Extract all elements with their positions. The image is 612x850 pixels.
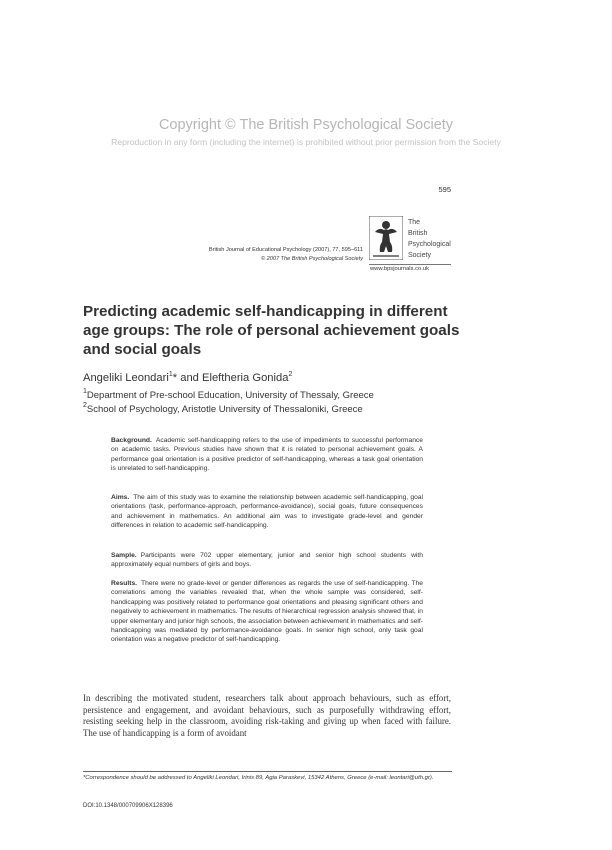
author-joiner: and [177, 372, 202, 384]
society-name-line: British [408, 230, 428, 237]
abstract-background [111, 436, 423, 474]
society-name [408, 217, 451, 261]
affiliation-marker: 1 [83, 388, 87, 395]
author-line [83, 372, 292, 384]
abstract-results [111, 579, 423, 645]
author-name: Eleftheria Gonida [202, 372, 289, 384]
journal-citation: British Journal of Educational Psychology (2007), 77, 595–611 [208, 247, 363, 253]
abstract-heading: Sample. [111, 552, 137, 559]
journal-citation-block [209, 246, 363, 264]
abstract-sample [111, 551, 423, 570]
doi: DOI:10.1348/000709906X128396 [83, 803, 173, 809]
abstract-text: Academic self-handicapping refers to the use of impediments to successful performance on academic tasks. Previous studies have shown that it is related to personal achievement goals. A performance goal orientation is a positive predictor of self-handicapping, whereas a task goal orientation is unrelated to self-handicapping. [111, 437, 423, 473]
correspondence-asterisk: * [172, 372, 178, 384]
psyche-figure-logo-icon [369, 216, 403, 260]
journal-copyright: © 2007 The British Psychological Society [260, 256, 363, 262]
abstract-heading: Background. [111, 437, 152, 444]
affiliation-marker: 2 [83, 402, 87, 409]
affiliation-text: School of Psychology, Aristotle University of Thessaloniki, Greece [86, 404, 363, 415]
watermark-reproduction-notice: Reproduction in any form (including the internet) is prohibited without prior permission from the Society [111, 137, 501, 147]
abstract-aims [111, 493, 423, 531]
affiliation-marker: 2 [288, 371, 293, 378]
page-number: 595 [438, 185, 451, 194]
affiliation [83, 404, 363, 415]
abstract-heading: Results. [111, 580, 138, 587]
affiliation-marker: 1 [168, 371, 173, 378]
abstract-heading: Aims. [111, 494, 130, 501]
society-divider [369, 264, 451, 265]
affiliation [83, 390, 374, 401]
abstract-text: The aim of this study was to examine the relationship between academic self-handicapping, goal orientations (task, performance-approach, performance-avoidance), social goals, future consequences and achievement in mathematics. An additional aim was to investigate grade-level and gender differences in relation to academic self-handicapping. [111, 494, 423, 530]
footnote-divider [83, 771, 452, 772]
body-paragraph: In describing the motivated student, researchers talk about approach behaviours, such as effort, persistence and engagement, and avoidant behaviours, such as purposefully withdrawing effort, resisting seeking help in the classroom, avoiding risk-taking and giving up when faced with failure. The use of handicapping is a form of avoidant [83, 693, 451, 738]
society-name-line: Psychological [408, 241, 451, 248]
watermark-copyright: Copyright © The British Psychological Society [158, 117, 454, 133]
author-name: Angeliki Leondari [83, 372, 169, 384]
society-name-line: The [408, 219, 421, 226]
society-website-link[interactable]: www.bpsjournals.co.uk [370, 266, 429, 272]
society-name-line: Society [408, 252, 431, 259]
correspondence-footnote: *Correspondence should be addressed to Angeliki Leondari, Irinis 89, Agia Paraskevi, 15342 Athens, Greece (e-mail: leontari@uth.gr). [83, 775, 434, 781]
affiliation-text: Department of Pre-school Education, University of Thessaly, Greece [86, 390, 374, 401]
abstract-text: There were no grade-level or gender differences as regards the use of self-handicapping. The correlations among the variables revealed that, when the whole sample was considered, self-handicapping was positively related to performance goal orientations and pleasing significant others and negatively to achievement in mathematics. The results of hierarchical regression analysis showed that, in upper elementary and junior high schools, the association between achievement in mathematics and self-handicapping was mediated by performance-avoidance goals. In senior high school, only task goal orientation was a negative predictor of self-handicapping. [111, 580, 423, 644]
paper-title: Predicting academic self-handicapping in different age groups: The role of personal achievement goals and social goals [83, 303, 460, 358]
abstract-text: Participants were 702 upper elementary, junior and senior high school students with approximately equal numbers of girls and boys. [111, 552, 423, 569]
